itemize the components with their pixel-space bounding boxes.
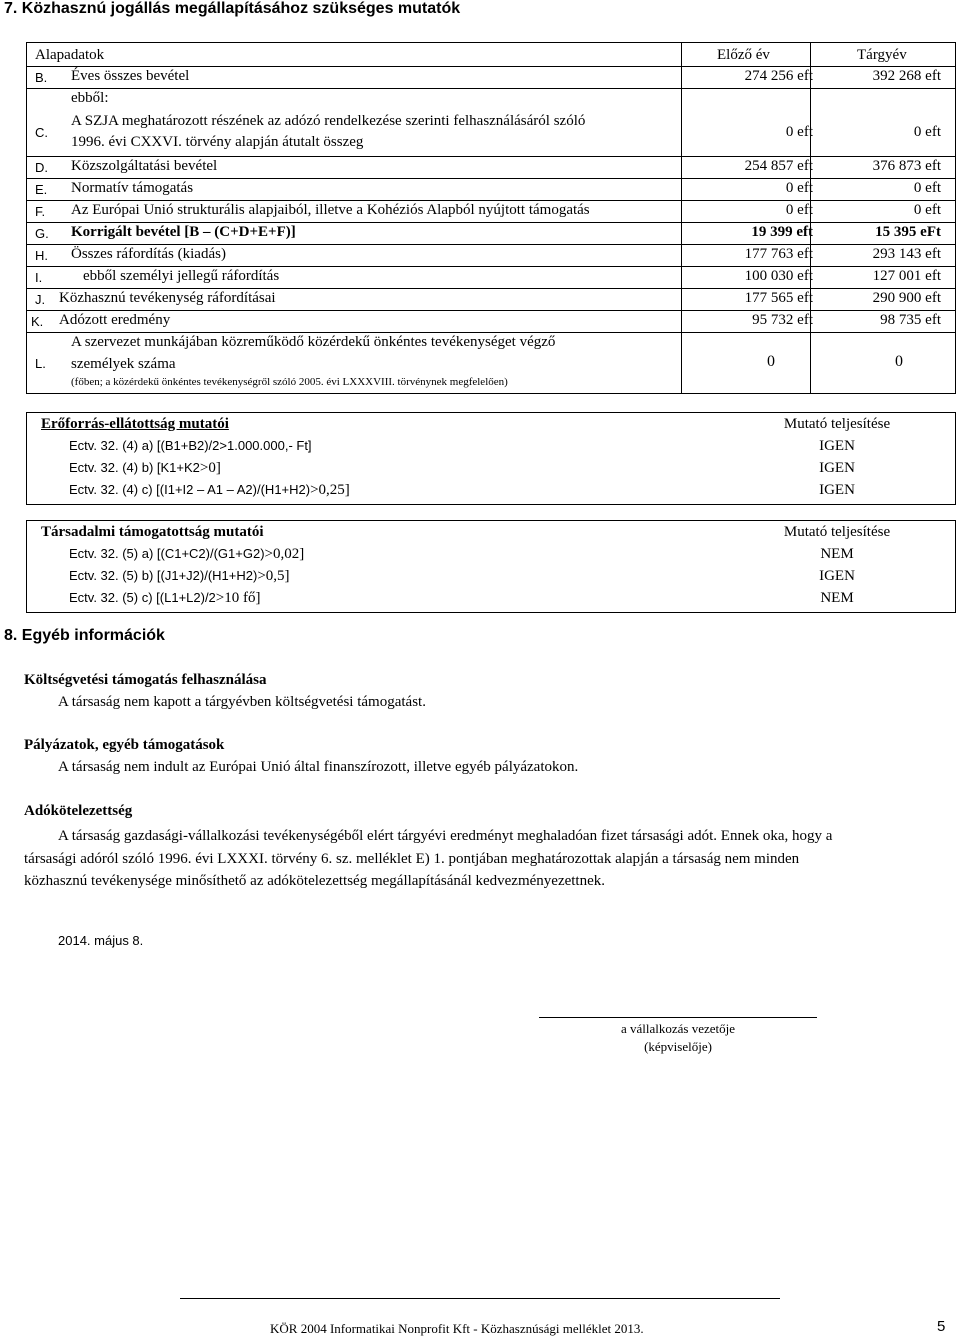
tax-heading: Adókötelezettség — [24, 803, 133, 819]
header-prev-year: Előző év — [717, 47, 770, 63]
tax-line-1: A társaság gazdasági-vállalkozási tevékenységéből elért tárgyévi eredményt meghaladóan fizet társasági adót. Ennek oka, hogy a — [58, 828, 833, 844]
footer-rule — [180, 1298, 780, 1299]
signature-sublabel: (képviselője) — [644, 1039, 712, 1054]
header-alapadatok: Alapadatok — [35, 47, 105, 63]
tax-line-2: társasági adóról szóló 1996. évi LXXXI. törvény 6. sz. melléklet E) 1. pontjában meghatározottak alapján a társaság nem minden — [24, 851, 800, 867]
tenders-text: A társaság nem indult az Európai Unió által finanszírozott, illetve egyéb pályázatokon. — [58, 759, 579, 775]
table-row: L. A szervezet munkájában közreműködő közérdekű önkéntes tevékenységet végző személyek száma (főben; a közérdekű önkéntes tevékenységről szóló 2005. évi LXXXVIII. törvénynek megfelelően) 0 0 — [35, 334, 903, 388]
signature-label: a vállalkozás vezetője — [620, 1021, 736, 1036]
section-8-title: 8. Egyéb információk — [4, 627, 165, 644]
budget-text: A társaság nem kapott a tárgyévben költségvetési támogatást. — [58, 694, 426, 710]
resources-indicators-table: Erőforrás-ellátottság mutatói Mutató teljesítése Ectv. 32. (4) a) [(B1+B2)/2>1.000.000,- Ft] IGEN Ectv. 32. (4) b) [K1+K2>0] IGEN Ectv. 32. (4) c) [(I1+I2 – A1 – A2)/(H1+H2)>0,25] IGEN — [26, 412, 956, 505]
social-title: Társadalmi támogatottság mutatói — [41, 524, 264, 540]
social-value-header: Mutató teljesítése — [783, 524, 891, 540]
resources-value-header: Mutató teljesítése — [783, 416, 891, 432]
footer-text: KÖR 2004 Informatikai Nonprofit Kft - Közhasznúsági melléklet 2013. — [270, 1321, 644, 1336]
indicators-table: Alapadatok Előző év Tárgyév B. Éves összes bevétel 274 256 eft 392 268 eft ebből: C. A SZJA meghatározott részének az adózó rendelkezése szerinti felhasználásáról szóló 1996. évi CXXVI. törvény alapján átutalt összeg 0 eft 0 eft D. Közszolgáltatási bevétel 254 857 eft 376 873 eft E. Normatív támogatás 0 eft 0 eft F. Az Európai Unió strukturális alapjaiból, illetve a Kohéziós Alapból nyújtott támogatás 0 eft 0 eft G. Korrigált bevétel [B – (C+D+E+F)] 19 399 eft 15 395 eFt H. Összes ráfordítás (kiadás) 177 763 eft 293 143 eft I. ebből személyi jellegű ráfordítás 100 030 eft 127 001 eft J. Közhasznú tevékenység ráfordításai 177 565 eft 290 900 eft K. Adózott eredmény 95 732 eft 98 735 eft L. A szervezet munkájában közreműködő közérdekű önkéntes tevékenységet végző személyek száma (főben; a közérdekű önkéntes tevékenységről szóló 2005. évi LXXXVIII. törvénynek megfelelően) 0 0 — [26, 42, 956, 394]
page-number: 5 — [937, 1318, 946, 1335]
header-current-year: Tárgyév — [857, 47, 907, 63]
signature-line — [539, 1017, 817, 1018]
resources-title: Erőforrás-ellátottság mutatói — [41, 416, 229, 432]
tenders-heading: Pályázatok, egyéb támogatások — [24, 737, 225, 753]
social-indicators-table: Társadalmi támogatottság mutatói Mutató teljesítése Ectv. 32. (5) a) [(C1+C2)/(G1+G2)>0,02] NEM Ectv. 32. (5) b) [(J1+J2)/(H1+H2)>0,5] IGEN Ectv. 32. (5) c) [(L1+L2)/2>10 fő] NEM — [26, 520, 956, 613]
document-date: 2014. május 8. — [58, 933, 144, 948]
section-7-title: 7. Közhasznú jogállás megállapításához szükséges mutatók — [4, 0, 461, 17]
tax-line-3: közhasznú tevékenysége minősíthető az adókötelezettség megállapításánál kedvezményezettnek. — [24, 873, 606, 889]
budget-heading: Költségvetési támogatás felhasználása — [24, 672, 267, 688]
